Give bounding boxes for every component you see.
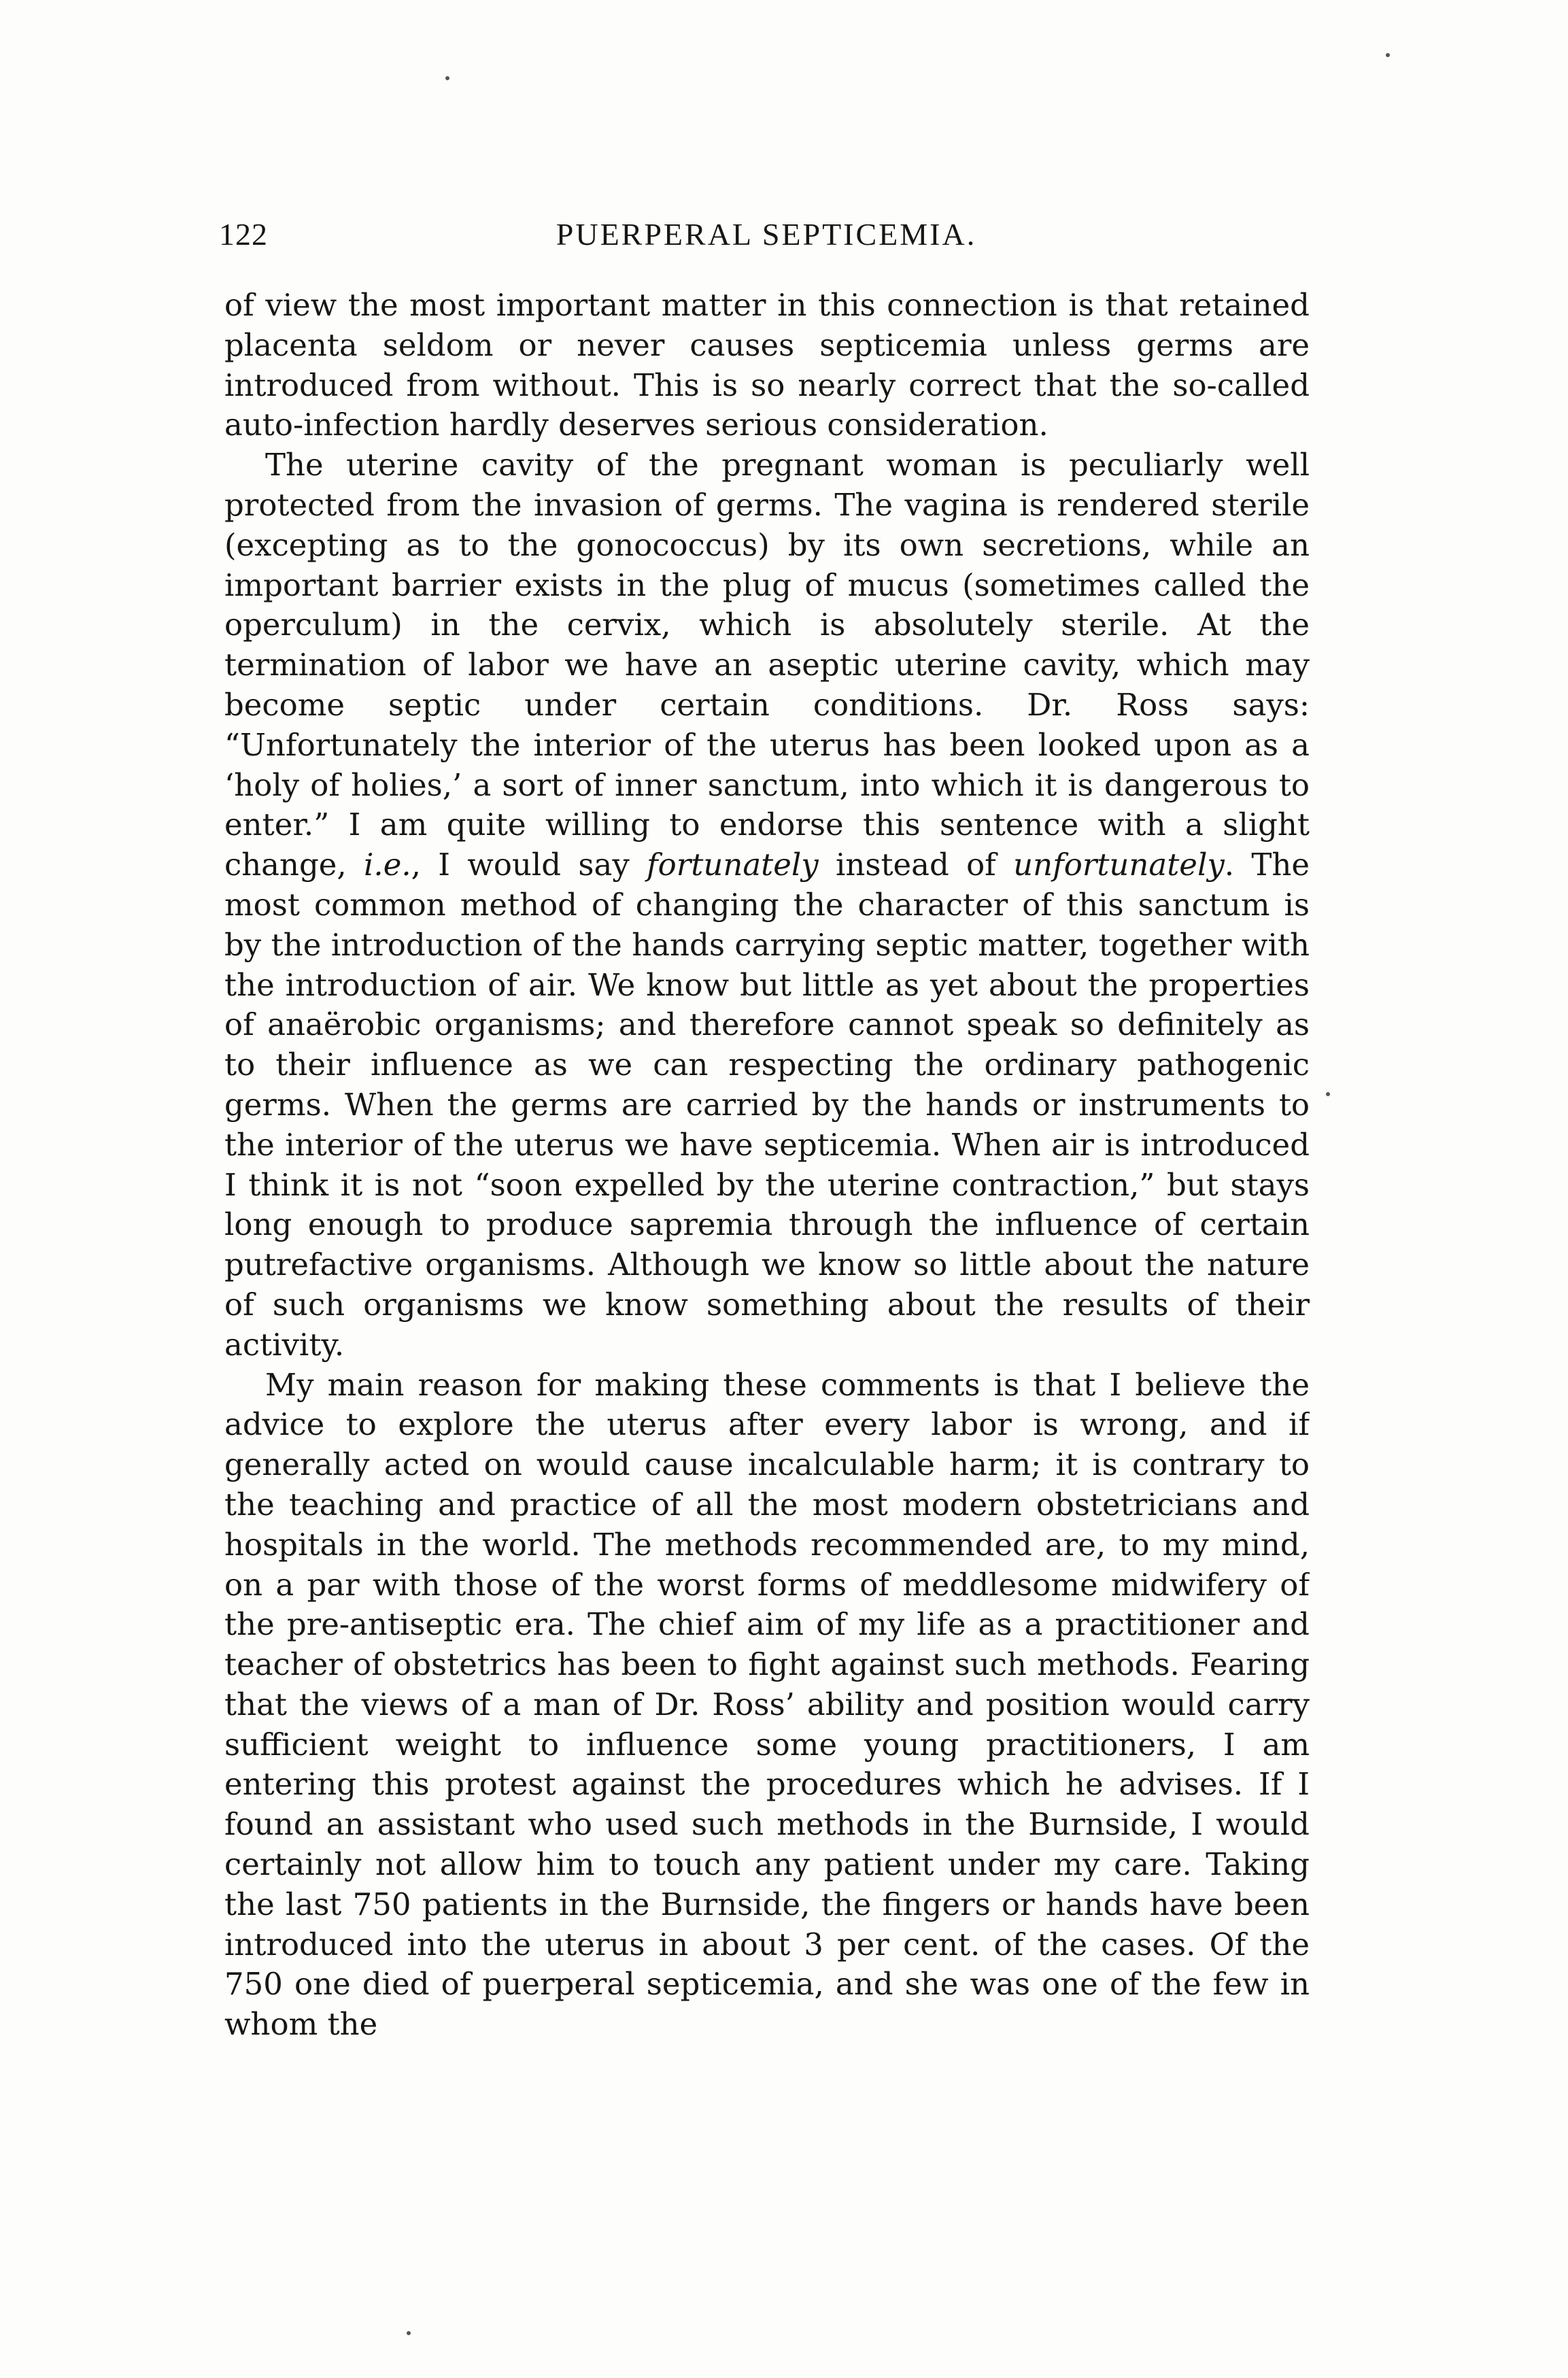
italic-text: i.e. [364,847,411,883]
paragraph-text: instead of [818,847,1014,883]
page-number: 122 [219,217,268,252]
paragraph-text: of view the most important matter in this connection is that retained placenta seldom or never causes septicemia unless germs are introduced from without. This is so nearly correct that the so-called auto-infection hardly deserves serious consideration. [224,287,1310,443]
running-head [219,216,1314,271]
paragraph-text: My main reason for making these comments is that I believe the advice to explore the uterus after every labor is wrong, and if generally acted on would cause incalculable harm; it is contrary to the teaching and practice of all the most modern obstetricians and hospitals in the world. The methods recommended are, to my mind, on a par with those of the worst forms of meddlesome midwifery of the pre-antiseptic era. The chief aim of my life as a practitioner and teacher of obstetrics has been to fight against such methods. Fearing that the views of a man of Dr. Ross’ ability and position would carry sufficient weight to influence some young practitioners, I am entering this protest against the procedures which he advises. If I found an assistant who used such methods in the Burnside, I would certainly not allow him to touch any patient under my care. Taking the last 750 patients in the Burnside, the fingers or hands have been introduced into the uterus in about 3 per cent. of the cases. Of the 750 one died of puerperal septicemia, and she was one of the few in whom the [224,1366,1310,2043]
italic-text: unfortunately [1013,847,1225,883]
paragraph-text: . The most common method of changing the character of this sanctum is by the introduction of the hands carrying septic matter, together with the introduction of air. We know but little as yet about the properties of anaërobic organisms; and therefore cannot speak so definitely as to their influence as we can respecting the ordinary pathogenic germs. When the germs are carried by the hands or instruments to the interior of the uterus we have septicemia. When air is introduced I think it is not “soon expelled by the uterine contraction,” but stays long enough to produce sapremia through the influence of certain putrefactive organisms. Although we know so little about the nature of such organisms we know something about the results of their activity. [224,847,1310,1363]
paragraph-text: , I would say [411,847,647,883]
paragraph [224,445,1310,1365]
paragraph-text: The uterine cavity of the pregnant woman is peculiarly well protected from the invasion of germs. The vagina is rendered sterile (excepting as to the gonococcus) by its own secretions, while an important barrier exists in the plug of mucus (sometimes called the operculum) in the cervix, which is absolutely sterile. At the termination of labor we have an aseptic uterine cavity, which may become septic under certain conditions. Dr. Ross says: “Unfortunately the interior of the uterus has been looked upon as a ‘holy of holies,’ a sort of inner sanctum, into which it is dangerous to enter.” I am quite willing to endorse this sentence with a slight change, [224,447,1310,883]
ink-speck [445,76,449,80]
running-title: PUERPERAL SEPTICEMIA. [556,217,977,252]
paragraph [224,1365,1310,2045]
body-text [224,286,1310,2203]
italic-text: fortunately [647,847,819,883]
ink-speck [1326,1092,1330,1096]
ink-speck [1386,53,1390,57]
ink-speck [407,2331,411,2335]
paragraph [224,286,1310,445]
